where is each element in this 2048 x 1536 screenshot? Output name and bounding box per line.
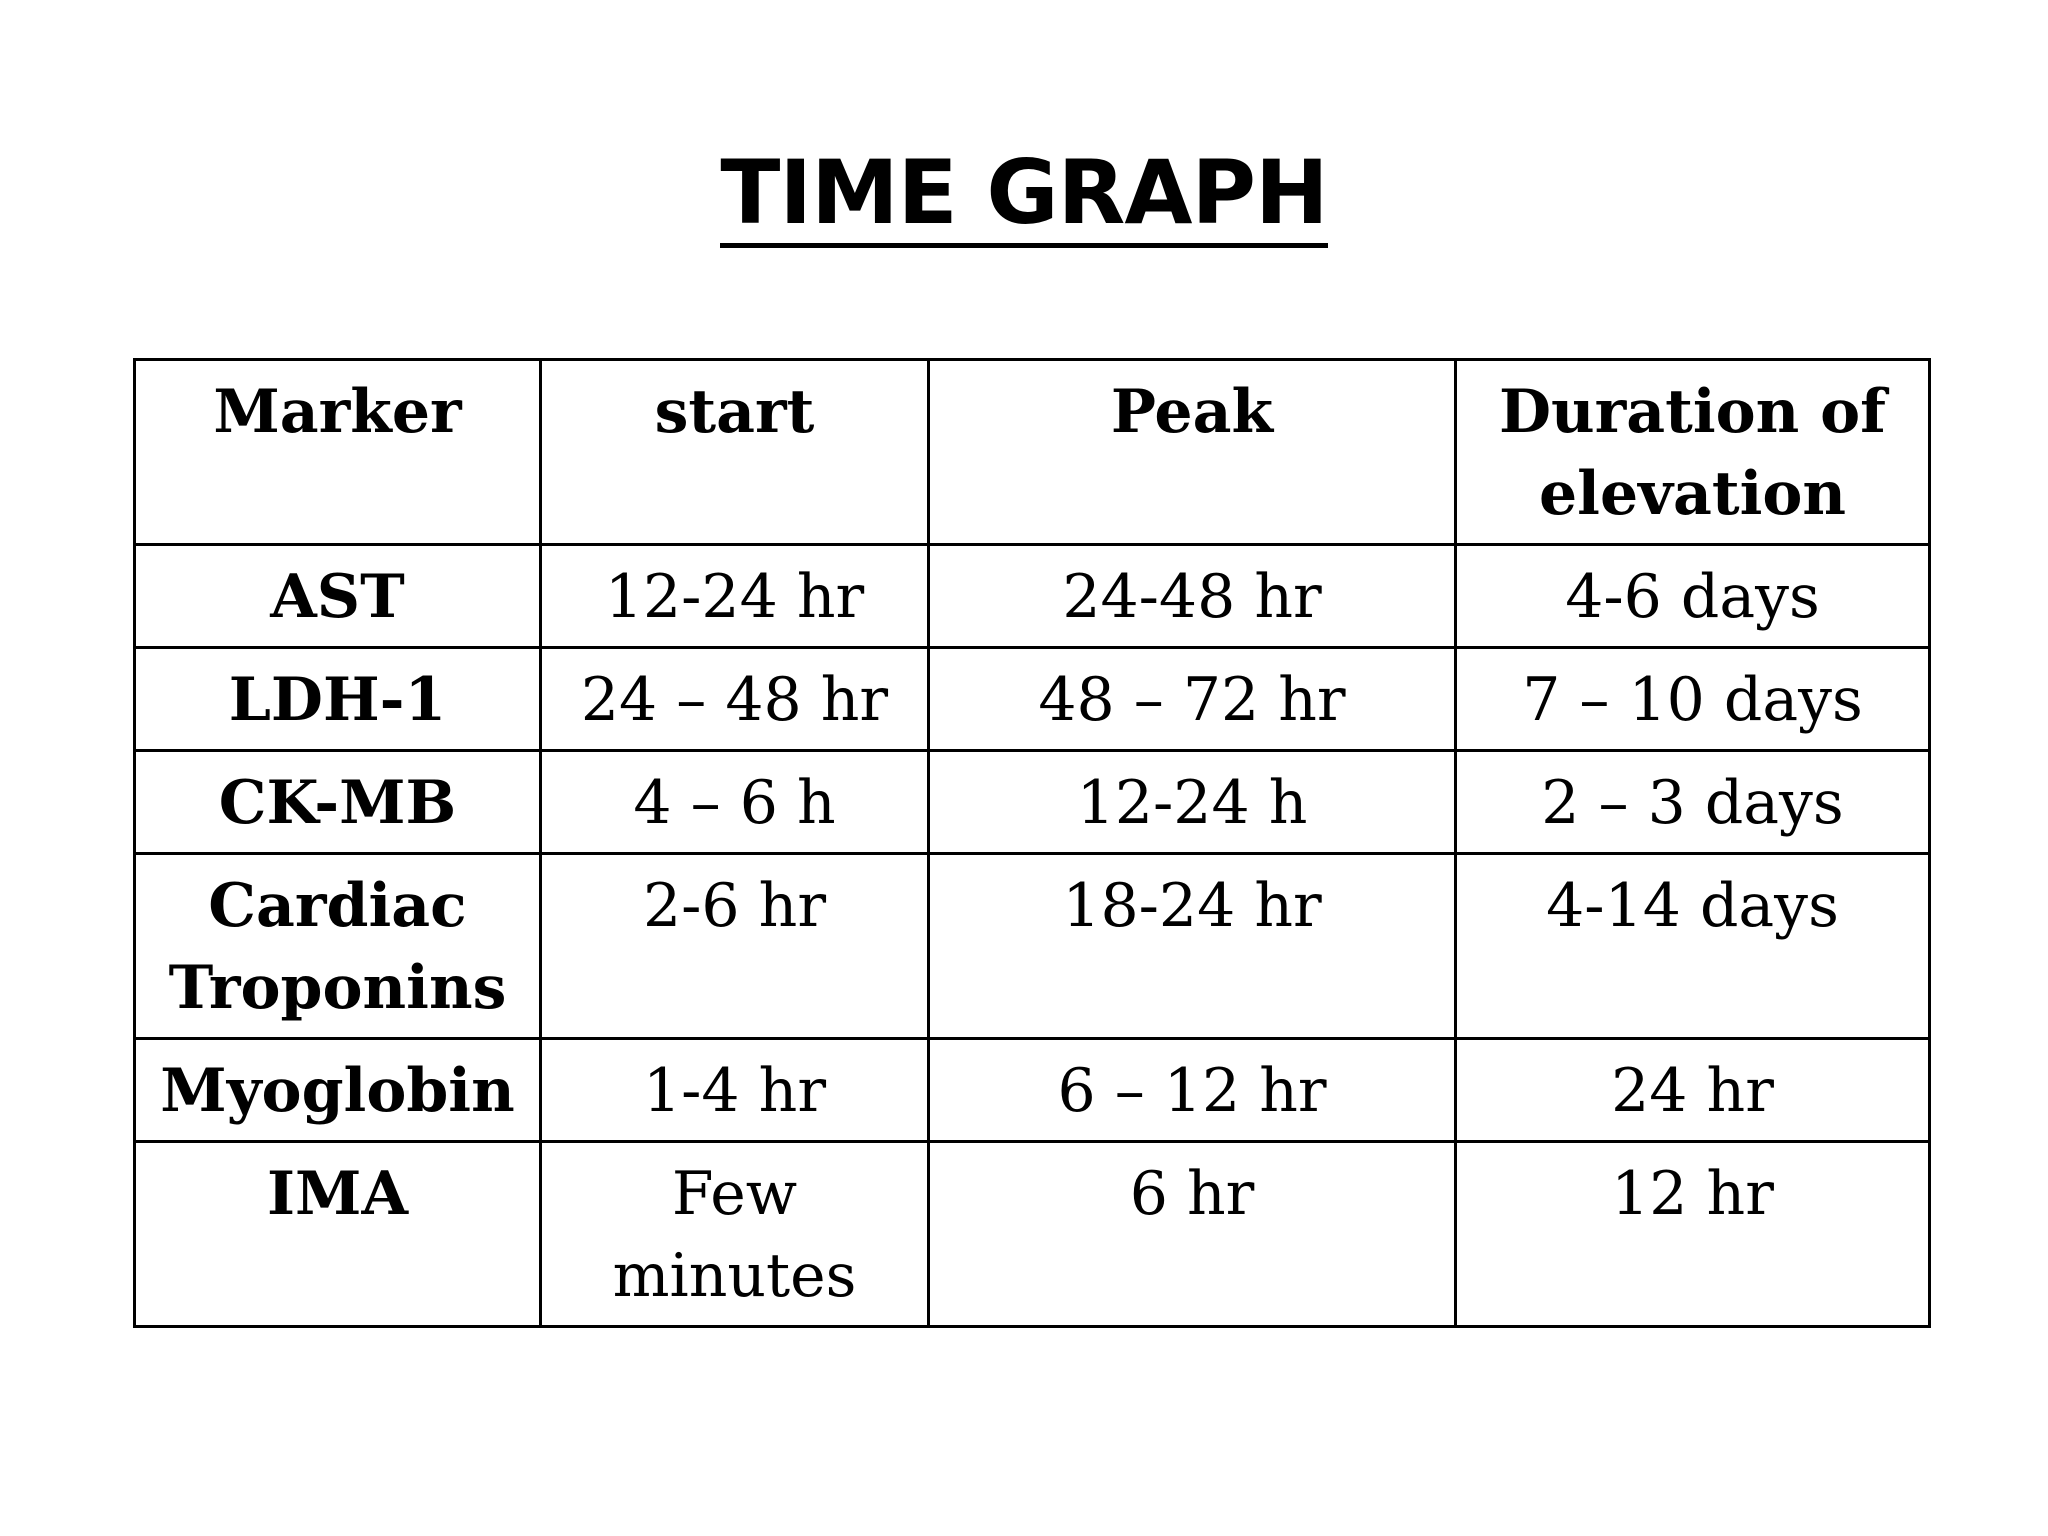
marker-cell: Myoglobin	[135, 1039, 541, 1142]
table-row	[135, 545, 1930, 648]
marker-cell: CK-MB	[135, 751, 541, 854]
header-start: start	[541, 360, 929, 545]
page-title	[0, 138, 2048, 248]
table-row	[135, 1039, 1930, 1142]
header-peak: Peak	[929, 360, 1456, 545]
start-cell: 1-4 hr	[541, 1039, 929, 1142]
duration-cell: 4-14 days	[1456, 854, 1930, 1039]
header-duration: Duration of elevation	[1456, 360, 1930, 545]
table-row	[135, 751, 1930, 854]
header-marker: Marker	[135, 360, 541, 545]
title-text: TIME GRAPH	[720, 145, 1327, 248]
start-cell: 24 – 48 hr	[541, 648, 929, 751]
table-row	[135, 1142, 1930, 1327]
time-graph-table	[133, 358, 1931, 1328]
peak-cell: 24-48 hr	[929, 545, 1456, 648]
marker-cell: IMA	[135, 1142, 541, 1327]
peak-cell: 6 – 12 hr	[929, 1039, 1456, 1142]
peak-cell: 18-24 hr	[929, 854, 1456, 1039]
duration-cell: 24 hr	[1456, 1039, 1930, 1142]
duration-cell: 2 – 3 days	[1456, 751, 1930, 854]
peak-cell: 6 hr	[929, 1142, 1456, 1327]
peak-cell: 12-24 h	[929, 751, 1456, 854]
marker-cell: AST	[135, 545, 541, 648]
table-row	[135, 854, 1930, 1039]
duration-cell: 7 – 10 days	[1456, 648, 1930, 751]
duration-cell: 12 hr	[1456, 1142, 1930, 1327]
table-header-row	[135, 360, 1930, 545]
start-cell: Few minutes	[541, 1142, 929, 1327]
marker-cell: Cardiac Troponins	[135, 854, 541, 1039]
duration-cell: 4-6 days	[1456, 545, 1930, 648]
start-cell: 4 – 6 h	[541, 751, 929, 854]
start-cell: 2-6 hr	[541, 854, 929, 1039]
peak-cell: 48 – 72 hr	[929, 648, 1456, 751]
start-cell: 12-24 hr	[541, 545, 929, 648]
marker-cell: LDH-1	[135, 648, 541, 751]
table-row	[135, 648, 1930, 751]
